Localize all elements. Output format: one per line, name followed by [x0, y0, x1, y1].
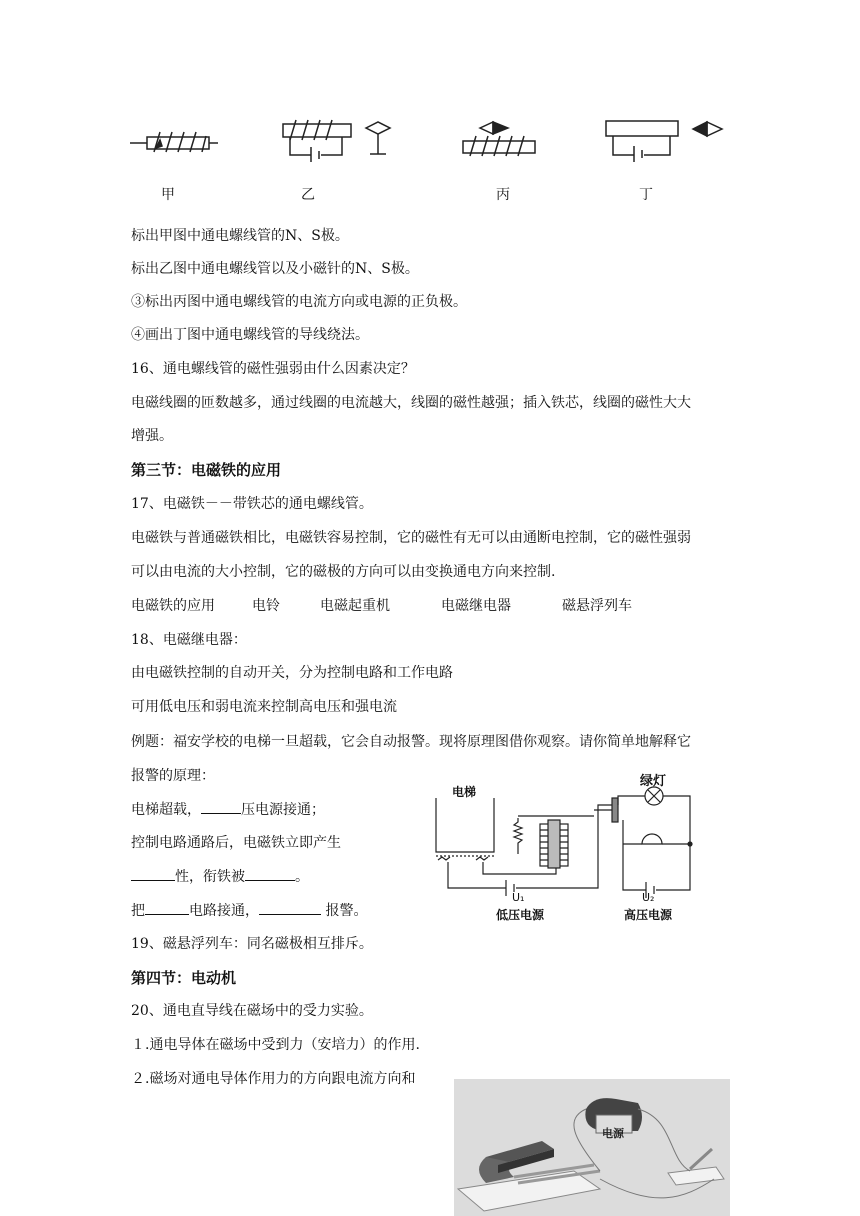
- solenoid-bing: [463, 122, 535, 156]
- q18-line1: 由电磁铁控制的自动开关，分为控制电路和工作电路: [131, 665, 453, 681]
- solenoid-ding: [606, 121, 722, 162]
- label-low-voltage: 低压电源: [496, 908, 545, 922]
- solenoid-figures: [130, 110, 740, 175]
- section3-title: 第三节：电磁铁的应用: [131, 461, 282, 479]
- point-2: ２.磁场对通电导体作用力的方向跟电流方向和: [131, 1071, 416, 1087]
- elevator-car: [436, 798, 494, 852]
- label-elevator: 电梯: [452, 785, 477, 799]
- example-line1: 例题：福安学校的电梯一旦超载，它会自动报警。现将原理图借你观察。请你简单地解释它: [131, 734, 691, 750]
- q18-line2: 可用低电压和弱电流来控制高电压和强电流: [131, 699, 397, 715]
- q16-answer-line2: 增强。: [131, 428, 173, 444]
- figure-label-bing: 丙: [496, 187, 510, 203]
- figure-label-ding: 丁: [639, 187, 653, 203]
- fill-line-4: 把 电路接通， 报警。: [131, 900, 367, 921]
- answer-blank[interactable]: [259, 900, 321, 915]
- answer-blank[interactable]: [245, 866, 295, 881]
- fill-line-1: 电梯超载， 压电源接通；: [131, 799, 325, 820]
- point-1: １.通电导体在磁场中受到力（安培力）的作用.: [131, 1037, 420, 1053]
- applications-label: 电磁铁的应用: [131, 598, 215, 614]
- apparatus-image: [454, 1079, 730, 1216]
- label-u1: U₁: [512, 891, 525, 904]
- figure-label-jia: 甲: [161, 187, 175, 203]
- section4-title: 第四节：电动机: [131, 969, 237, 987]
- solenoid-jia: [130, 132, 218, 152]
- q17: 17、电磁铁－－带铁芯的通电螺线管。: [131, 496, 373, 512]
- q16-question: 16、通电螺线管的磁性强弱由什么因素决定？: [131, 361, 415, 377]
- label-high-voltage: 高压电源: [624, 908, 673, 922]
- solenoid-yi: [283, 120, 390, 162]
- answer-blank[interactable]: [201, 799, 241, 814]
- application-item: 电磁继电器: [441, 598, 511, 614]
- label-u2: U₂: [642, 891, 655, 904]
- q19: 19、磁悬浮列车：同名磁极相互排斥。: [131, 936, 373, 952]
- task-4: ④画出丁图中通电螺线管的导线绕法。: [131, 327, 369, 343]
- applications-row: [131, 596, 632, 616]
- application-item: 电磁起重机: [320, 598, 390, 614]
- q16-answer-line1: 电磁线圈的匝数越多，通过线圈的电流越大，线圈的磁性越强；插入铁芯，线圈的磁性大大: [131, 395, 691, 411]
- application-item: 电铃: [252, 598, 280, 614]
- answer-blank[interactable]: [145, 900, 189, 915]
- label-green-light: 绿灯: [640, 774, 667, 789]
- application-item: 磁悬浮列车: [562, 598, 632, 614]
- fill-line-2: 控制电路通路后，电磁铁立即产生: [131, 835, 341, 851]
- q18: 18、电磁继电器：: [131, 632, 247, 648]
- q17-line2: 可以由电流的大小控制，它的磁极的方向可以由变换通电方向来控制.: [131, 564, 556, 580]
- example-line2: 报警的原理：: [131, 768, 215, 784]
- apparatus-drawing: [454, 1079, 730, 1216]
- answer-blank[interactable]: [131, 866, 175, 881]
- task-3: ③标出丙图中通电螺线管的电流方向或电源的正负极。: [131, 294, 467, 310]
- q20: 20、通电直导线在磁场中的受力实验。: [131, 1003, 373, 1019]
- q17-line1: 电磁铁与普通磁铁相比，电磁铁容易控制，它的磁性有无可以由通断电控制，它的磁性强弱: [131, 530, 691, 546]
- task-1: 标出甲图中通电螺线管的N、S极。: [131, 228, 349, 244]
- task-2: 标出乙图中通电螺线管以及小磁针的N、S极。: [131, 261, 419, 277]
- fill-line-3: 性，衔铁被 。: [131, 866, 309, 887]
- figure-label-yi: 乙: [301, 187, 315, 203]
- battery-label: 电源: [602, 1127, 624, 1140]
